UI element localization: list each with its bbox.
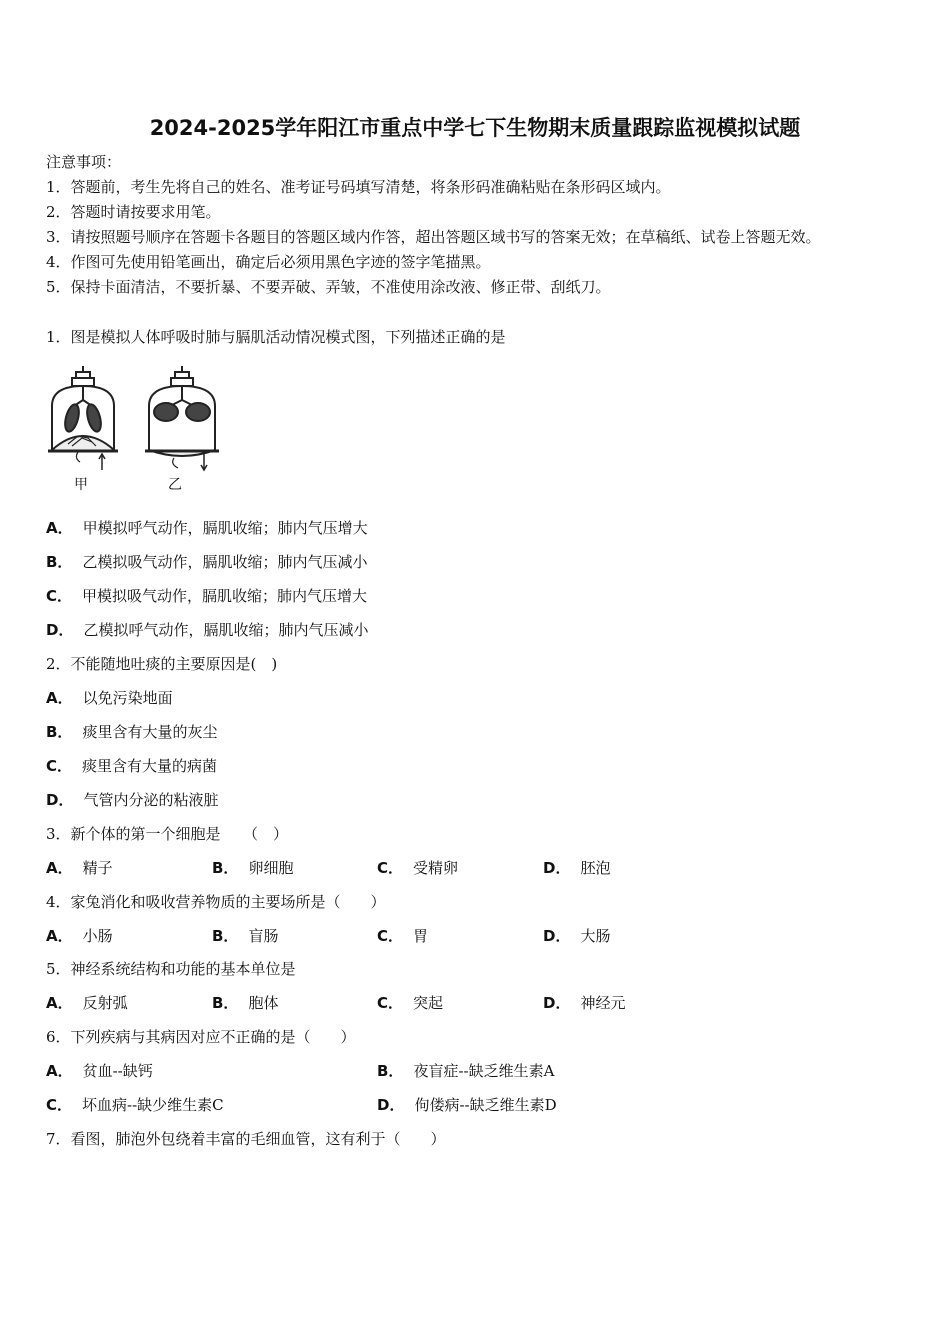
option-text: 胚泡 xyxy=(580,859,611,877)
notice-item: 5．保持卡面清洁，不要折暴、不要弄破、弄皱，不准使用涂改液、修正带、刮纸刀。 xyxy=(46,278,611,296)
option-letter: A． xyxy=(46,927,73,945)
option-letter: B． xyxy=(377,1062,404,1080)
option-letter: D． xyxy=(46,621,74,639)
option-letter: B． xyxy=(212,994,239,1012)
option-text: 盲肠 xyxy=(248,927,279,945)
option-letter: A． xyxy=(46,859,73,877)
question-3-stem: 3．新个体的第一个细胞是 （ ） xyxy=(46,825,289,843)
option-letter: D． xyxy=(543,994,571,1012)
q3-options-row xyxy=(46,858,906,878)
option-text: 夜盲症--缺乏维生素A xyxy=(413,1062,555,1080)
question-7-stem: 7．看图，肺泡外包绕着丰富的毛细血管，这有利于（ ） xyxy=(46,1130,446,1148)
q2-option-b xyxy=(46,722,217,742)
q5-option-d xyxy=(543,993,625,1013)
q4-option-c xyxy=(377,926,428,946)
bell-jar-yi xyxy=(145,366,219,470)
q6-options-row-1 xyxy=(46,1061,906,1081)
option-letter: A． xyxy=(46,1062,73,1080)
notice-heading: 注意事项： xyxy=(46,153,122,171)
option-text: 乙模拟吸气动作，膈肌收缩；肺内气压减小 xyxy=(82,553,368,571)
q5-option-a xyxy=(46,993,128,1013)
option-letter: C． xyxy=(46,1096,73,1114)
q6-option-a xyxy=(46,1061,153,1081)
option-text: 胞体 xyxy=(248,994,279,1012)
breathing-model-figure xyxy=(44,366,224,496)
q5-option-b xyxy=(212,993,278,1013)
option-letter: A． xyxy=(46,519,73,537)
option-text: 佝偻病--缺乏维生素D xyxy=(414,1096,557,1114)
notice-item: 1．答题前，考生先将自己的姓名、准考证号码填写清楚，将条形码准确粘贴在条形码区域内。 xyxy=(46,178,671,196)
q2-option-c xyxy=(46,756,217,776)
option-text: 坏血病--缺少维生素C xyxy=(82,1096,224,1114)
option-text: 突起 xyxy=(413,994,444,1012)
option-text: 乙模拟呼气动作，膈肌收缩；肺内气压减小 xyxy=(83,621,369,639)
q6-option-c xyxy=(46,1095,224,1115)
q1-option-c xyxy=(46,586,367,606)
q6-option-d xyxy=(377,1095,557,1115)
option-letter: C． xyxy=(46,587,73,605)
q3-option-a xyxy=(46,858,113,878)
option-letter: D． xyxy=(543,859,571,877)
option-text: 反射弧 xyxy=(82,994,128,1012)
option-letter: B． xyxy=(46,553,73,571)
option-text: 精子 xyxy=(82,859,113,877)
option-text: 卵细胞 xyxy=(248,859,294,877)
option-letter: B． xyxy=(46,723,73,741)
figure-label-jia: 甲 xyxy=(74,477,88,493)
question-4-stem: 4．家兔消化和吸收营养物质的主要场所是（ ） xyxy=(46,893,386,911)
question-6-stem: 6．下列疾病与其病因对应不正确的是（ ） xyxy=(46,1028,356,1046)
q1-option-b xyxy=(46,552,367,572)
option-letter: C． xyxy=(46,757,73,775)
bell-jar-diagram xyxy=(44,366,224,496)
q2-option-d xyxy=(46,790,218,810)
q5-option-c xyxy=(377,993,443,1013)
option-text: 甲模拟吸气动作，膈肌收缩；肺内气压增大 xyxy=(82,587,368,605)
q4-options-row xyxy=(46,926,906,946)
option-text: 小肠 xyxy=(82,927,113,945)
option-letter: B． xyxy=(212,927,239,945)
q6-option-b xyxy=(377,1061,554,1081)
q4-option-a xyxy=(46,926,113,946)
option-letter: D． xyxy=(377,1096,405,1114)
option-text: 受精卵 xyxy=(413,859,459,877)
option-text: 甲模拟呼气动作，膈肌收缩；肺内气压增大 xyxy=(82,519,368,537)
q6-options-row-2 xyxy=(46,1095,906,1115)
option-letter: A． xyxy=(46,689,73,707)
option-letter: C． xyxy=(377,859,404,877)
q4-option-b xyxy=(212,926,278,946)
option-letter: D． xyxy=(543,927,571,945)
q2-option-a xyxy=(46,688,173,708)
option-letter: C． xyxy=(377,994,404,1012)
question-1-stem: 1．图是模拟人体呼吸时肺与膈肌活动情况模式图，下列描述正确的是 xyxy=(46,328,506,346)
q3-option-b xyxy=(212,858,293,878)
option-text: 神经元 xyxy=(580,994,626,1012)
notice-item: 3．请按照题号顺序在答题卡各题目的答题区域内作答，超出答题区域书写的答案无效；在草稿纸、试卷上答题无效。 xyxy=(46,228,821,246)
notice-item: 4．作图可先使用铅笔画出，确定后必须用黑色字迹的签字笔描黑。 xyxy=(46,253,491,271)
q1-option-a xyxy=(46,518,368,538)
option-letter: A． xyxy=(46,994,73,1012)
option-text: 贫血--缺钙 xyxy=(82,1062,153,1080)
q3-option-c xyxy=(377,858,458,878)
question-2-stem: 2．不能随地吐痰的主要原因是( ) xyxy=(46,655,278,673)
option-text: 气管内分泌的粘液脏 xyxy=(83,791,219,809)
option-text: 以免污染地面 xyxy=(82,689,173,707)
q5-options-row xyxy=(46,993,906,1013)
option-letter: D． xyxy=(46,791,74,809)
q4-option-d xyxy=(543,926,610,946)
q1-option-d xyxy=(46,620,368,640)
page-title: 2024-2025学年阳江市重点中学七下生物期末质量跟踪监视模拟试题 xyxy=(149,116,801,140)
option-letter: C． xyxy=(377,927,404,945)
notice-item: 2．答题时请按要求用笔。 xyxy=(46,203,221,221)
bell-jar-jia xyxy=(48,366,118,470)
option-letter: B． xyxy=(212,859,239,877)
question-5-stem: 5．神经系统结构和功能的基本单位是 xyxy=(46,960,296,978)
option-text: 痰里含有大量的灰尘 xyxy=(82,723,218,741)
option-text: 胃 xyxy=(413,927,429,945)
option-text: 大肠 xyxy=(580,927,611,945)
option-text: 痰里含有大量的病菌 xyxy=(82,757,218,775)
figure-label-yi: 乙 xyxy=(168,477,182,493)
q3-option-d xyxy=(543,858,610,878)
